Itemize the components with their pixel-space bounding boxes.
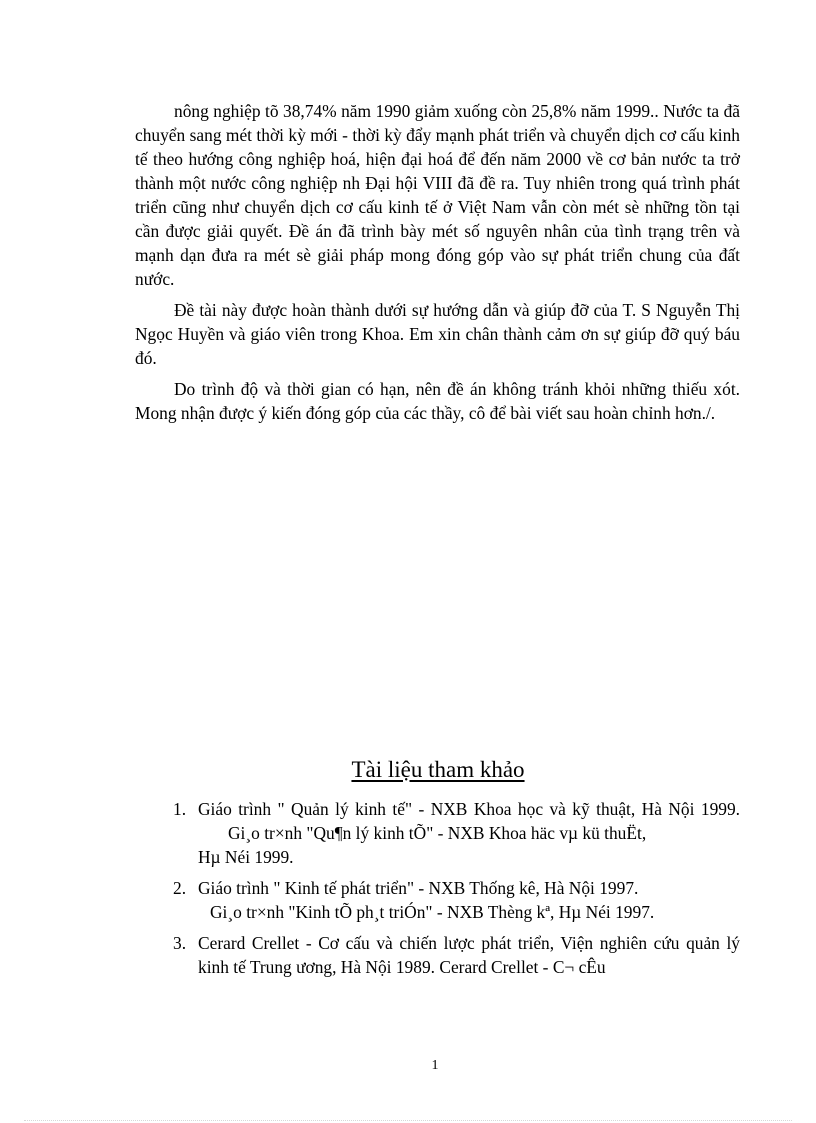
reference-item-3 <box>173 931 740 979</box>
paragraph-1: nông nghiệp tõ 38,74% năm 1990 giảm xuống còn 25,8% năm 1999.. Nước ta đã chuyển sang mét thời kỳ mới - thời kỳ đẩy mạnh phát triển và chuyển dịch cơ cấu kinh tế theo hướng công nghiệp hoá, hiện đại hoá để đến năm 2000 về cơ bản nước ta trở thành một nước công nghiệp nh Đại hội VIII đã đề ra. Tuy nhiên trong quá trình phát triển cũng như chuyển dịch cơ cấu kinh tế ở Việt Nam vẫn còn mét sè những tồn tại cần được giải quyết. Đề án đã trình bày mét số nguyên nhân của tình trạng trên và mạnh dạn đưa ra mét sè giải pháp mong đóng góp vào sự phát triển chung của đất nước. <box>135 101 740 289</box>
page-number: 1 <box>431 1058 439 1073</box>
paragraph-3: Do trình độ và thời gian có hạn, nên đề án không tránh khỏi những thiếu xót. Mong nhận được ý kiến đóng góp của các thầy, cô để bài viết sau hoàn chỉnh hơn./. <box>135 379 740 423</box>
reference-garbled-text: Gi¸o tr×nh "Qu¶n lý kinh tÕ" - NXB Khoa häc vµ kü thuËt, <box>228 823 647 843</box>
references-heading <box>0 756 816 784</box>
reference-garbled-tail: Hµ Néi 1999. <box>198 847 294 867</box>
reference-text: Cerard Crellet - Cơ cấu và chiến lược phát triển, Viện nghiên cứu quản lý kinh tế Trung ương, Hà Nội 1989. <box>198 933 740 977</box>
reference-number: 1. <box>173 799 187 819</box>
reference-number: 2. <box>173 878 187 898</box>
paragraph-2: Đề tài này được hoàn thành dưới sự hướng dẫn và giúp đỡ của T. S Nguyễn Thị Ngọc Huyền và giáo viên trong Khoa. Em xin chân thành cảm ơn sự giúp đỡ quý báu đó. <box>135 300 740 368</box>
reference-garbled-text: Gi¸o tr×nh "Kinh tÕ ph¸t triÓn" - NXB Thèng kª, Hµ Néi 1997. <box>210 902 655 922</box>
reference-text: Giáo trình " Kinh tế phát triển" - NXB Thống kê, Hà Nội 1997. <box>198 878 639 898</box>
reference-text: Giáo trình " Quản lý kinh tế" - NXB Khoa học và kỹ thuật, Hà Nội 1999. <box>198 799 740 819</box>
reference-item-1 <box>173 797 740 869</box>
reference-number: 3. <box>173 933 187 953</box>
reference-garbled-text: Cerard Crellet - C¬ cÊu <box>439 957 606 977</box>
references-list <box>173 797 740 986</box>
reference-item-2 <box>173 876 740 924</box>
references-title: Tài liệu tham khảo <box>351 757 525 782</box>
body-text <box>135 99 740 432</box>
footer-divider <box>24 1120 792 1121</box>
